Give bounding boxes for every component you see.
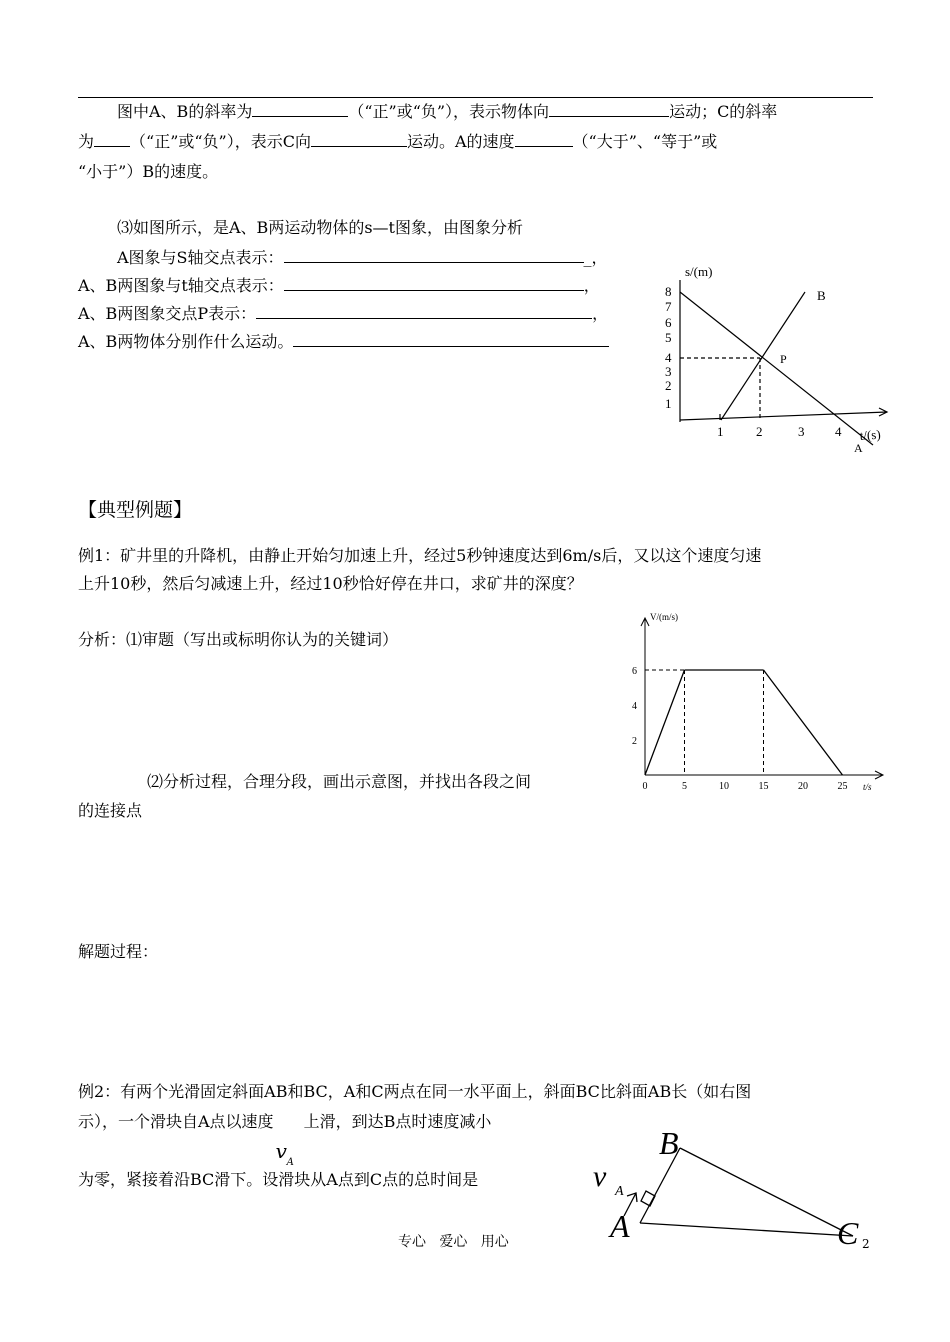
top-line-2-c: 运动。A的速度 — [406, 132, 515, 151]
q3-item-2-label: A、B两图象与t轴交点表示： — [78, 276, 284, 295]
st-x-axis — [680, 412, 887, 420]
ex1-analysis-2a: ⑵分析过程，合理分段，画出示意图，并找出各段之间 — [147, 772, 532, 791]
q3-item-1-end: _， — [583, 248, 608, 267]
vt-chart — [625, 600, 895, 800]
q3-intro: ⑶如图所示，是A、B两运动物体的s—t图象，由图象分析 — [117, 218, 523, 237]
tri-label-v: v — [593, 1160, 607, 1193]
incline-diagram — [585, 1120, 885, 1255]
st-line-B — [721, 292, 805, 420]
blank-q3-2[interactable] — [284, 272, 584, 291]
footer-center: 专心 爱心 用心 — [398, 1234, 509, 1250]
st-graph — [655, 262, 900, 462]
vt-y-label: V/(m/s) — [650, 612, 678, 622]
ex2-line-3: 为零，紧接着沿BC滑下。设滑块从A点到C点的总时间是 — [78, 1170, 479, 1189]
vt-xtick-5: 5 — [682, 781, 687, 792]
incline-BC — [680, 1148, 853, 1236]
st-xtick-3: 3 — [798, 424, 805, 439]
vt-segment-1 — [645, 670, 685, 775]
st-x-label: t/(s) — [859, 426, 882, 443]
ex2-line-2-a: 示），一个滑块自A点以速度 — [78, 1112, 274, 1131]
vt-segment-3 — [764, 670, 843, 775]
ex2-line-1: 例2：有两个光滑固定斜面AB和BC，A和C两点在同一水平面上，斜面BC比斜面AB长（如右图 — [78, 1082, 752, 1101]
st-label-P: P — [780, 352, 787, 366]
q3-item-2-end: ， — [583, 276, 600, 295]
vt-ytick-2: 2 — [632, 736, 637, 747]
blank-q3-3[interactable] — [256, 300, 592, 319]
ex1-solution: 解题过程： — [78, 942, 159, 961]
st-ytick-2: 2 — [665, 378, 672, 393]
st-y-label: s/(m) — [685, 264, 713, 279]
ex2-line-2 — [78, 1108, 492, 1168]
vt-xtick-20: 20 — [798, 781, 808, 792]
blank-q3-4[interactable] — [293, 328, 609, 347]
tri-label-vsub: A — [615, 1184, 624, 1199]
ex2-line-2-b: 上滑，到达B点时速度减小 — [303, 1112, 492, 1131]
ex1-line-2: 上升10秒，然后匀减速上升，经过10秒恰好停在井口，求矿井的深度？ — [78, 574, 583, 593]
st-label-A: A — [854, 441, 863, 455]
q3-item-1-label: A图象与S轴交点表示： — [117, 248, 284, 267]
top-line-2-b: （“正”或“负”），表示C向 — [130, 132, 311, 151]
top-line-2-d: （“大于”、“等于”或 — [572, 132, 718, 151]
ex1-line-1: 例1：矿井里的升降机，由静止开始匀加速上升，经过5秒钟速度达到6m/s后，又以这个速度匀速 — [78, 546, 762, 565]
section-title: 【典型例题】 — [78, 499, 193, 521]
st-xtick-4: 4 — [835, 424, 842, 439]
vt-xtick-15: 15 — [758, 781, 769, 792]
st-ytick-6: 6 — [665, 315, 672, 330]
top-line-1-b: （“正”或“负”），表示物体向 — [348, 102, 550, 121]
q3-item-1 — [117, 244, 608, 272]
top-line-1 — [117, 98, 777, 126]
q3-item-4 — [78, 328, 609, 356]
q3-item-4-label: A、B两物体分别作什么运动。 — [78, 332, 294, 351]
vt-ytick-4: 4 — [632, 701, 637, 712]
st-ytick-4: 4 — [665, 350, 672, 365]
st-ytick-1: 1 — [665, 396, 672, 411]
ex2-velocity-sub: A — [286, 1157, 294, 1168]
q3-item-3-label: A、B两图象交点P表示： — [78, 304, 257, 323]
st-xtick-1: 1 — [717, 424, 724, 439]
ground-AC — [640, 1223, 853, 1236]
q3-item-3-end: ， — [592, 304, 609, 323]
q3-item-2 — [78, 272, 600, 300]
blank-direction-ab[interactable] — [549, 98, 669, 117]
top-line-1-c: 运动；C的斜率 — [669, 102, 778, 121]
tri-label-C: C — [837, 1215, 859, 1251]
ex1-analysis-1: 分析：⑴审题（写出或标明你认为的关键词） — [78, 630, 399, 649]
blank-direction-c[interactable] — [311, 128, 407, 147]
st-line-A — [680, 292, 873, 445]
blank-slope-c[interactable] — [94, 128, 130, 147]
vt-x-label: t/s — [863, 782, 872, 792]
st-xtick-2: 2 — [756, 424, 763, 439]
top-line-2 — [78, 128, 717, 156]
ex2-velocity-v: v — [275, 1139, 287, 1163]
top-line-3: “小于”）B的速度。 — [78, 162, 219, 181]
st-label-B: B — [817, 288, 826, 303]
blank-q3-1[interactable] — [284, 244, 584, 263]
vt-xtick-0: 0 — [642, 781, 648, 792]
tri-label-A: A — [610, 1208, 630, 1244]
top-line-2-a: 为 — [78, 132, 95, 151]
st-ytick-5: 5 — [665, 330, 672, 345]
footer-page-number: 2 — [862, 1237, 870, 1251]
vt-xtick-10: 10 — [719, 781, 729, 792]
blank-speed-compare[interactable] — [515, 128, 573, 147]
tri-label-B: B — [659, 1125, 679, 1161]
st-ytick-7: 7 — [665, 299, 672, 314]
st-ytick-8: 8 — [665, 284, 672, 299]
top-line-1-a: 图中A、B的斜率为 — [117, 102, 253, 121]
vt-ytick-6: 6 — [632, 666, 637, 677]
ex1-analysis-2b: 的连接点 — [78, 801, 143, 820]
vt-xtick-25: 25 — [837, 781, 848, 792]
st-ytick-3: 3 — [665, 364, 672, 379]
blank-slope-ab[interactable] — [252, 98, 348, 117]
q3-item-3 — [78, 300, 608, 328]
